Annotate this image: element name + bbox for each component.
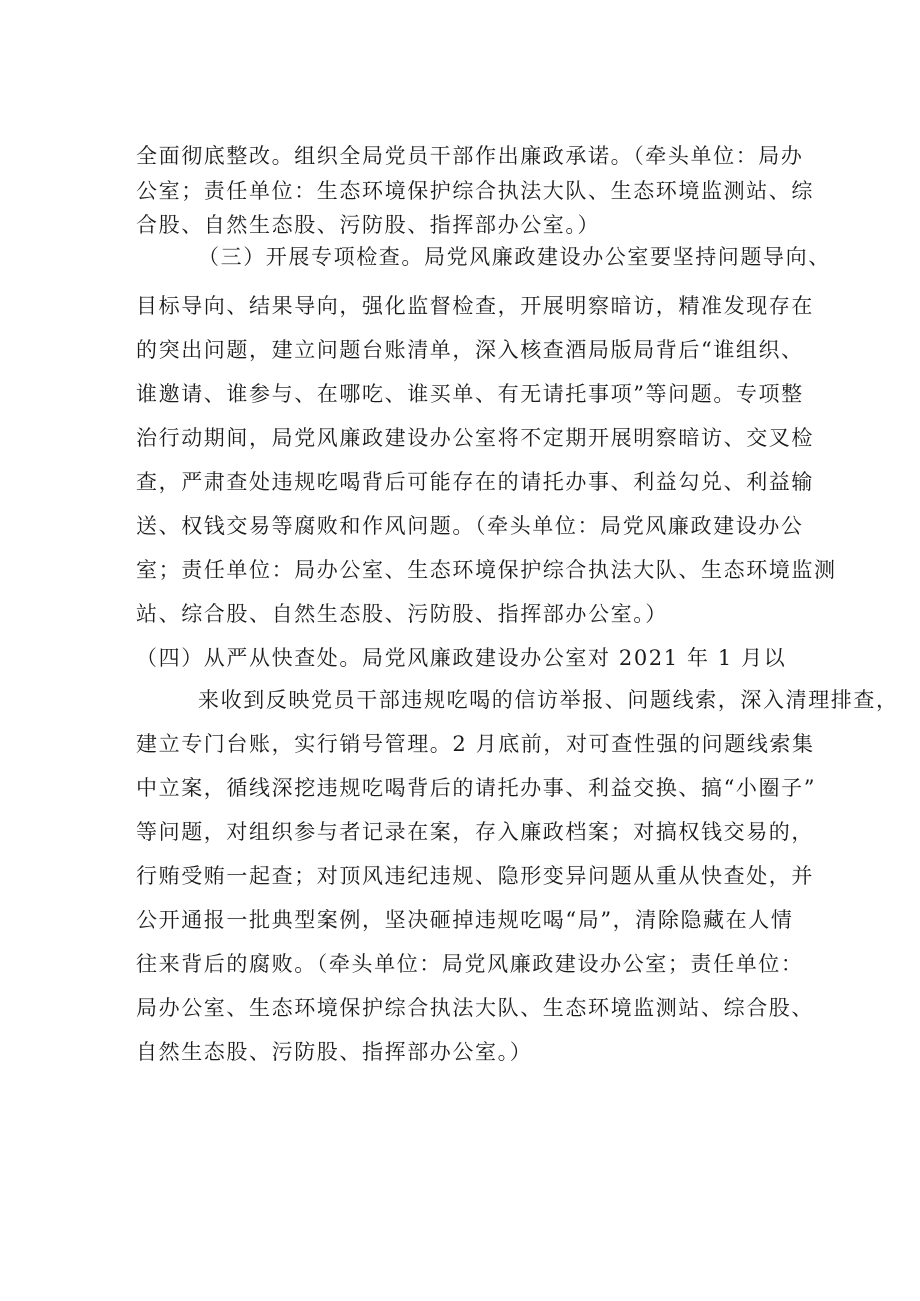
text-line: 室；责任单位：局办公室、生态环境保护综合执法大队、生态环境监测 [136, 558, 837, 582]
text-line: 治行动期间，局党风廉政建设办公室将不定期开展明察暗访、交叉检 [136, 426, 814, 450]
text-line: 往来背后的腐败。（牵头单位：局党风廉政建设办公室；责任单位： [136, 952, 804, 976]
text-line: 公室；责任单位：生态环境保护综合执法大队、生态环境监测站、综 [136, 179, 814, 203]
text-line: 全面彻底整改。组织全局党员干部作出廉政承诺。（牵头单位：局办 [136, 144, 804, 168]
text-line: 目标导向、结果导向，强化监督检查，开展明察暗访，精准发现存在 [136, 294, 814, 318]
text-line: 局办公室、生态环境保护综合执法大队、生态环境监测站、综合股、 [136, 996, 814, 1020]
text-line: 合股、自然生态股、污防股、指挥部办公室。） [136, 213, 601, 237]
text-line: 自然生态股、污防股、指挥部办公室。） [136, 1040, 533, 1064]
text-line: 中立案，循线深挖违规吃喝背后的请托办事、利益交换、搞“小圈子” [136, 776, 817, 800]
text-line: 谁邀请、谁参与、在哪吃、谁买单、有无请托事项”等问题。专项整 [136, 382, 804, 406]
text-line: 等问题，对组织参与者记录在案，存入廉政档案；对搞权钱交易的， [136, 820, 814, 844]
text-line: （四）从严从快查处。局党风廉政建设办公室对 2021 年 1 月以 [136, 646, 787, 670]
text-line: 查，严肃查处违规吃喝背后可能存在的请托办事、利益勾兑、利益输 [136, 470, 814, 494]
text-line: 送、权钱交易等腐败和作风问题。（牵头单位：局党风廉政建设办公 [136, 514, 804, 538]
text-line: 公开通报一批典型案例，坚决砸掉违规吃喝“局”，清除隐藏在人情 [136, 908, 794, 932]
text-line [136, 1120, 796, 1160]
text-line: 站、综合股、自然生态股、污防股、指挥部办公室。） [136, 602, 668, 626]
text-line: 建立专门台账，实行销号管理。2 月底前，对可查性强的问题线索集 [136, 732, 815, 756]
text-line: 行贿受贿一起查；对顶风违纪违规、隐形变异问题从重从快查处，并 [136, 864, 814, 888]
text-line: 的突出问题，建立问题台账清单，深入核查酒局版局背后“谁组织、 [136, 338, 804, 362]
text-line [136, 1076, 796, 1116]
section-three-heading-line: （三）开展专项检查。局党风廉政建设办公室要坚持问题导向、 [198, 245, 831, 269]
section-four-heading-line: 来收到反映党员干部违规吃喝的信访举报、问题线索，深入清理排查， [198, 688, 899, 712]
